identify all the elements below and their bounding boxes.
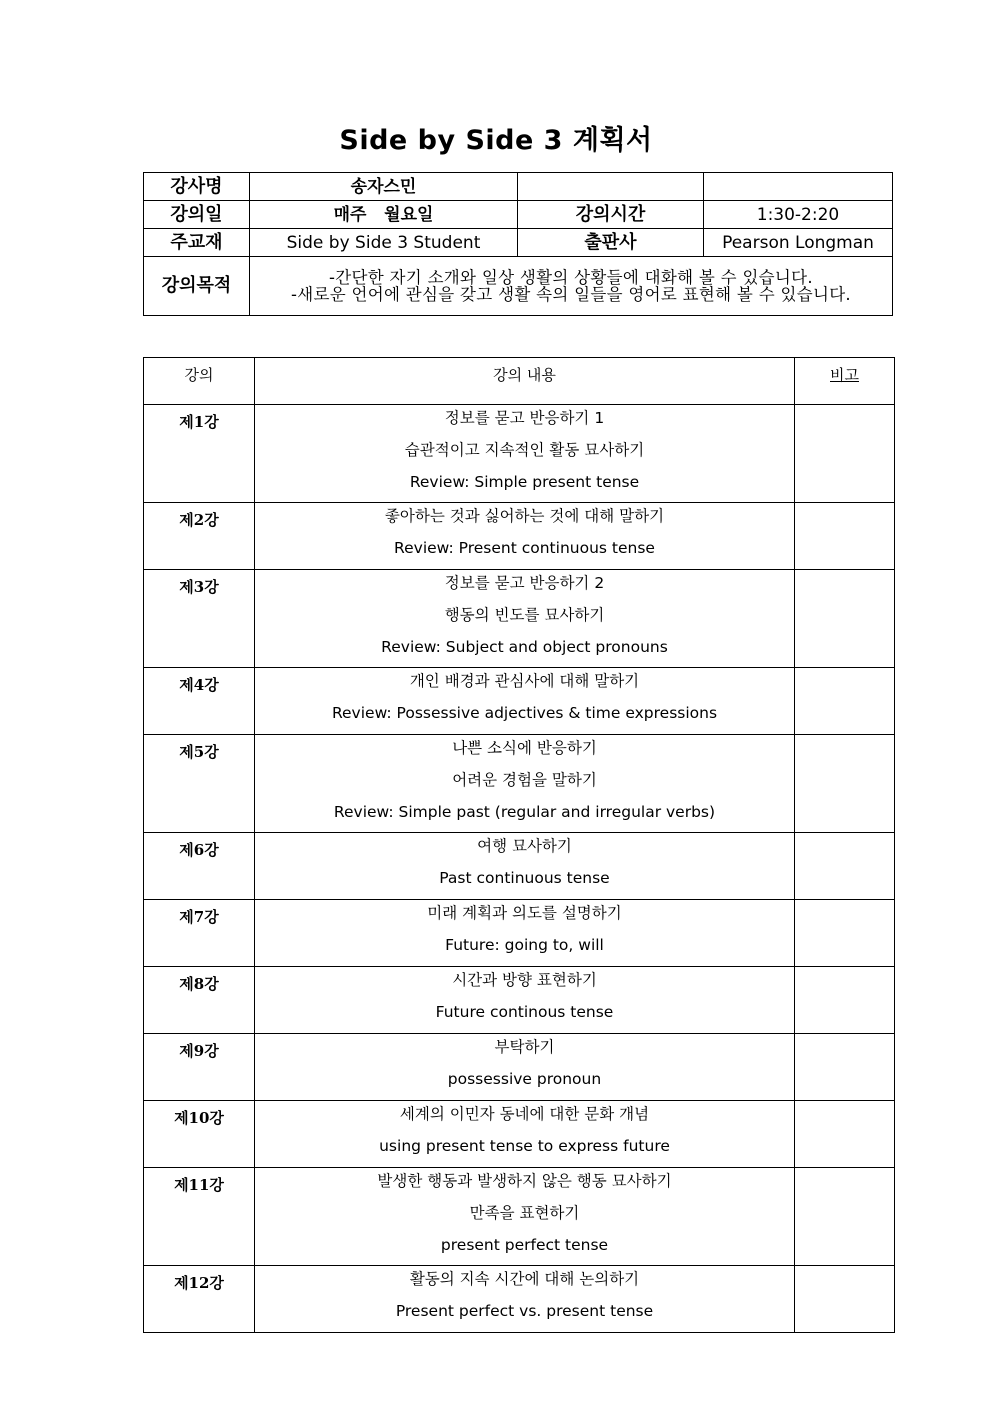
lesson-number: 제4강 <box>144 668 255 735</box>
lesson-note <box>795 735 895 833</box>
table-row <box>144 668 895 735</box>
lesson-content <box>255 1101 795 1168</box>
lesson-content <box>255 967 795 1034</box>
lesson-content-line: Present perfect vs. present tense <box>395 1302 654 1320</box>
lesson-number: 제6강 <box>144 833 255 900</box>
table-row <box>144 1034 895 1101</box>
lesson-content-line: 부탁하기 <box>494 1038 555 1056</box>
note-header: 비고 <box>795 358 895 405</box>
lesson-note <box>795 833 895 900</box>
lesson-number: 제3강 <box>144 570 255 668</box>
lesson-number: 제5강 <box>144 735 255 833</box>
lesson-content-line: 어려운 경험을 말하기 <box>452 771 597 789</box>
lesson-content <box>255 668 795 735</box>
lesson-content-line: Past continuous tense <box>439 869 610 887</box>
lesson-content <box>255 1266 795 1333</box>
lesson-note <box>795 900 895 967</box>
lesson-number: 제12강 <box>144 1266 255 1333</box>
lesson-content-line: 시간과 방향 표현하기 <box>452 971 597 989</box>
lesson-number: 제7강 <box>144 900 255 967</box>
lesson-number: 제2강 <box>144 503 255 570</box>
table-row <box>144 1101 895 1168</box>
goal-label: 강의목적 <box>144 257 250 316</box>
page-title: Side by Side 3 계획서 <box>339 125 653 156</box>
lesson-content <box>255 833 795 900</box>
publisher-label: 출판사 <box>518 229 704 257</box>
lesson-content-line: 여행 묘사하기 <box>477 837 572 855</box>
lesson-content-line: 만족을 표현하기 <box>469 1204 580 1222</box>
textbook-value: Side by Side 3 Student <box>250 229 518 257</box>
lesson-content-line: Review: Simple present tense <box>409 473 640 491</box>
lesson-number: 제11강 <box>144 1168 255 1266</box>
publisher-value: Pearson Longman <box>704 229 893 257</box>
lesson-number: 제10강 <box>144 1101 255 1168</box>
lesson-note <box>795 570 895 668</box>
lesson-content-line: 발생한 행동과 발생하지 않은 행동 묘사하기 <box>377 1172 672 1190</box>
lesson-content-line: 활동의 지속 시간에 대해 논의하기 <box>409 1270 640 1288</box>
lesson-content-line: 미래 계획과 의도를 설명하기 <box>427 904 622 922</box>
lesson-note <box>795 1101 895 1168</box>
lesson-content <box>255 735 795 833</box>
time-value: 1:30-2:20 <box>704 201 893 229</box>
lesson-content-line: Review: Possessive adjectives & time expressions <box>331 704 718 722</box>
lesson-content <box>255 900 795 967</box>
lesson-content-line: 개인 배경과 관심사에 대해 말하기 <box>409 672 640 690</box>
lesson-number: 제8강 <box>144 967 255 1034</box>
table-row <box>144 735 895 833</box>
lesson-content-line: Review: Subject and object pronouns <box>381 638 668 656</box>
instructor-value: 송자스민 <box>250 173 518 201</box>
lesson-content-line: present perfect tense <box>440 1236 609 1254</box>
textbook-label: 주교재 <box>144 229 250 257</box>
lesson-content-line: 좋아하는 것과 싫어하는 것에 대해 말하기 <box>384 507 665 525</box>
lesson-content-line: 습관적이고 지속적인 활동 묘사하기 <box>404 441 645 459</box>
table-row <box>144 1168 895 1266</box>
lesson-content-line: 정보를 묻고 반응하기 1 <box>444 409 605 427</box>
content-header: 강의 내용 <box>255 358 795 405</box>
lesson-content-line: 정보를 묻고 반응하기 2 <box>444 574 605 592</box>
lesson-content <box>255 1168 795 1266</box>
goal-line-1: -간단한 자기 소개와 일상 생활의 상황들에 대화해 볼 수 있습니다. <box>329 268 813 287</box>
lesson-content-line: Future: going to, will <box>445 936 604 954</box>
lesson-content <box>255 570 795 668</box>
table-row <box>144 570 895 668</box>
lesson-header: 강의 <box>144 358 255 405</box>
lesson-content <box>255 503 795 570</box>
lesson-content-line: 나쁜 소식에 반응하기 <box>452 739 597 757</box>
table-row <box>144 967 895 1034</box>
lesson-number: 제9강 <box>144 1034 255 1101</box>
schedule-table <box>143 357 895 1333</box>
table-row <box>144 1266 895 1333</box>
empty-cell <box>518 173 704 201</box>
lesson-content-line: 세계의 이민자 동네에 대한 문화 개념 <box>399 1105 650 1123</box>
goal-text <box>250 257 893 316</box>
table-row <box>144 833 895 900</box>
empty-cell <box>704 173 893 201</box>
lesson-note <box>795 503 895 570</box>
lesson-content-line: 행동의 빈도를 묘사하기 <box>444 606 605 624</box>
day-label: 강의일 <box>144 201 250 229</box>
lesson-content-line: possessive pronoun <box>447 1070 602 1088</box>
table-row <box>144 900 895 967</box>
lesson-note <box>795 967 895 1034</box>
table-row <box>144 503 895 570</box>
lesson-note <box>795 1266 895 1333</box>
lesson-note <box>795 405 895 503</box>
lesson-content <box>255 1034 795 1101</box>
lesson-content-line: Future continous tense <box>435 1003 614 1021</box>
lesson-content-line: Review: Present continuous tense <box>394 539 655 557</box>
time-label: 강의시간 <box>518 201 704 229</box>
lesson-number: 제1강 <box>144 405 255 503</box>
table-row <box>144 405 895 503</box>
day-value: 매주 월요일 <box>250 201 518 229</box>
lesson-note <box>795 1034 895 1101</box>
lesson-content-line: using present tense to express future <box>379 1137 670 1155</box>
lesson-content <box>255 405 795 503</box>
goal-line-2: -새로운 언어에 관심을 갖고 생활 속의 일들을 영어로 표현해 볼 수 있습니다. <box>291 285 851 304</box>
lesson-note <box>795 668 895 735</box>
lesson-content-line: Review: Simple past (regular and irregular verbs) <box>333 803 716 821</box>
course-info-table <box>143 172 893 316</box>
lesson-note <box>795 1168 895 1266</box>
instructor-label: 강사명 <box>144 173 250 201</box>
